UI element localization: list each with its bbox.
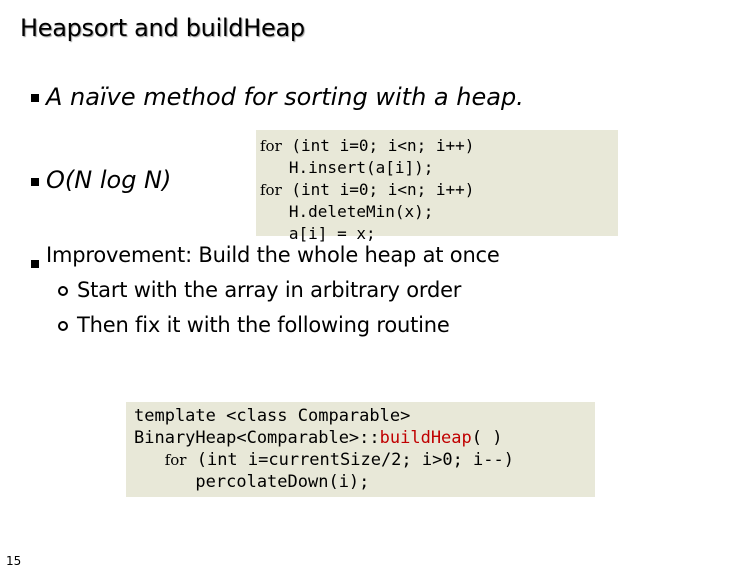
circle-bullet-icon (58, 286, 68, 296)
code-line: H.deleteMin(x); (260, 202, 434, 221)
code-line: (int i=0; i<n; i++) (281, 180, 475, 199)
buildheap-code-block (126, 402, 595, 497)
code-indent (134, 450, 165, 470)
bullet-square-icon (31, 94, 39, 102)
code-line: (int i=currentSize/2; i>0; i--) (186, 450, 514, 470)
bullet-improvement: Improvement: Build the whole heap at once (46, 243, 500, 267)
code-keyword: for (260, 181, 282, 199)
code-line: ( ) (471, 428, 503, 448)
code-line: percolateDown(i); (134, 472, 370, 492)
sub-bullet-fix-routine: Then fix it with the following routine (77, 313, 450, 337)
bullet-naive-method: A naïve method for sorting with a heap. (46, 83, 524, 111)
code-line: template <class Comparable> (134, 406, 411, 426)
circle-bullet-icon (58, 321, 68, 331)
slide-title: Heapsort and buildHeap (20, 14, 305, 42)
bullet-complexity: O(N log N) (46, 166, 172, 194)
page-number: 15 (6, 554, 22, 568)
code-line: (int i=0; i<n; i++) (281, 136, 475, 155)
naive-code-block (256, 130, 618, 243)
bullet-square-icon (31, 178, 39, 186)
code-line: BinaryHeap<Comparable>:: (134, 428, 380, 448)
code-function-name: buildHeap (379, 428, 472, 448)
code-line: H.insert(a[i]); (260, 158, 434, 177)
bullet-square-icon (31, 260, 39, 268)
code-keyword: for (164, 451, 187, 469)
code-line: a[i] = x; (260, 224, 376, 243)
sub-bullet-arbitrary-order: Start with the array in arbitrary order (77, 278, 462, 302)
code-keyword: for (260, 137, 282, 155)
